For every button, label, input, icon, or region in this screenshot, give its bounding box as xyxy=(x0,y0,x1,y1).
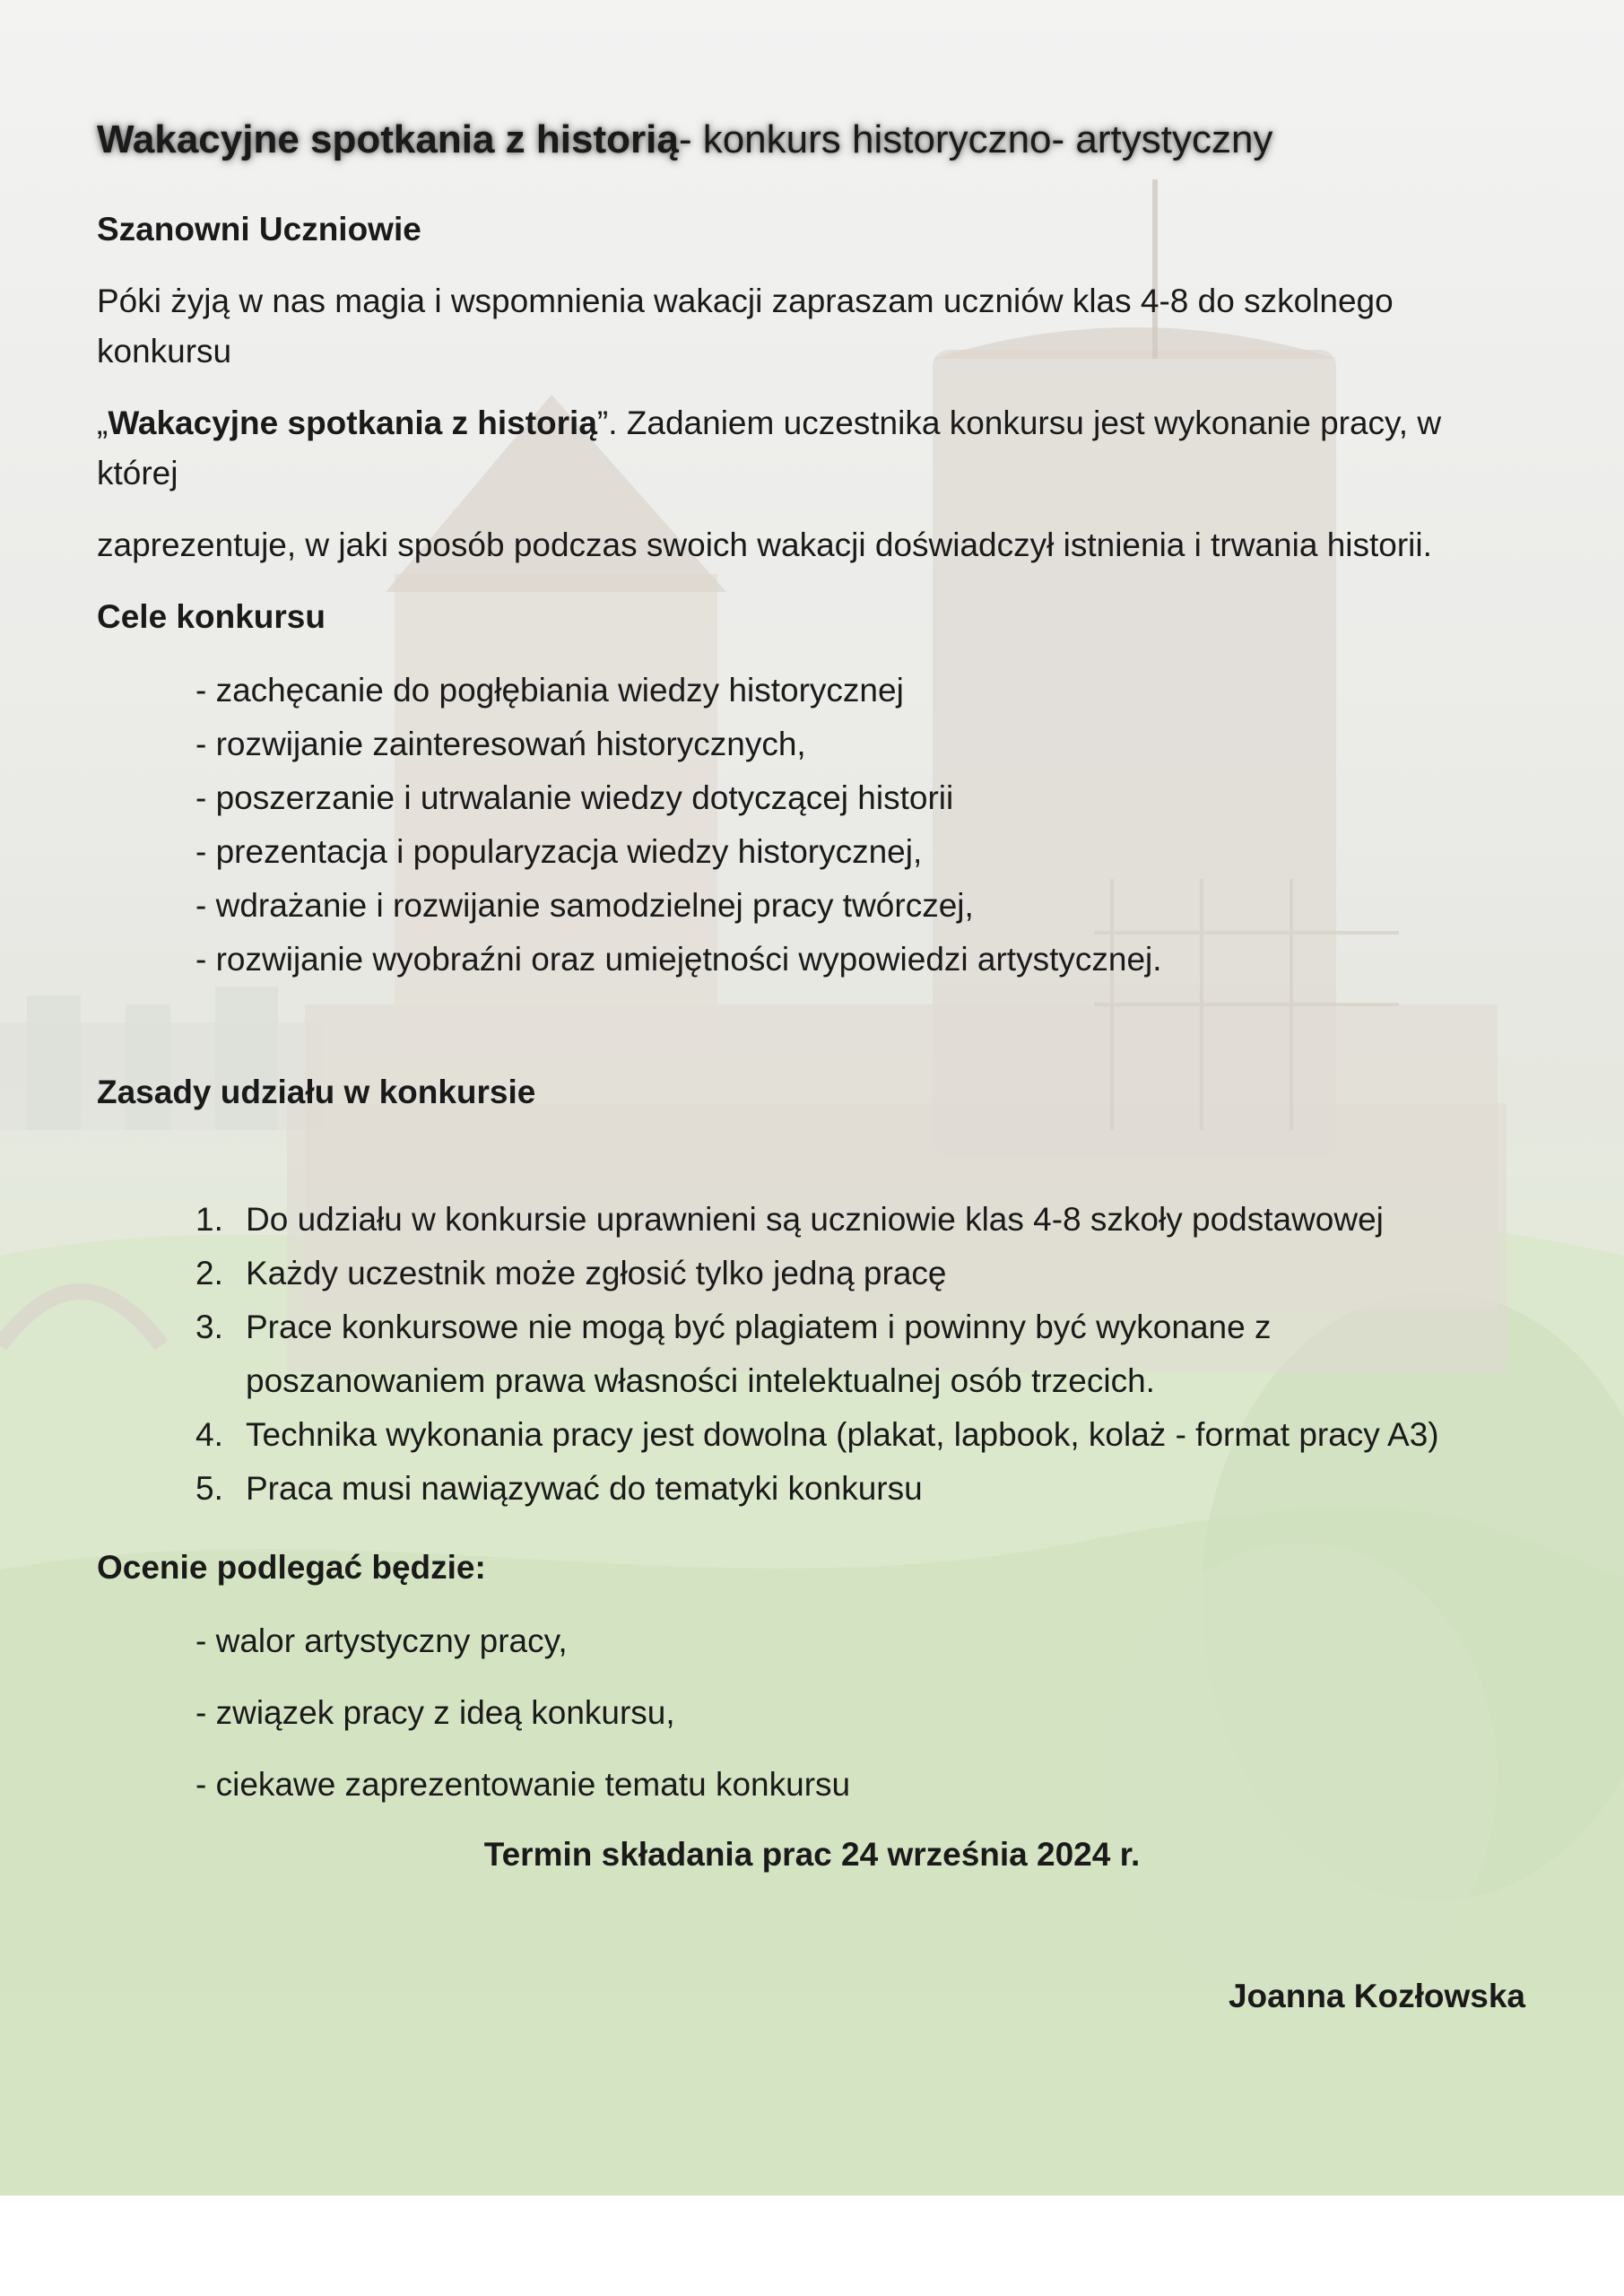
evaluation-item: - walor artystyczny pracy, xyxy=(195,1622,568,1659)
task-line-3: zaprezentuje, w jaki sposób podczas swoich wakacji doświadczył istnienia i trwania historii. xyxy=(97,526,1432,563)
goal-item: - rozwijanie zainteresowań historycznych, xyxy=(195,726,806,762)
rule-item xyxy=(195,1462,1591,1516)
title-subtitle-part: - konkurs historyczno- artystyczny xyxy=(678,117,1273,161)
rule-text: Technika wykonania pracy jest dowolna (plakat, lapbook, kolaż - format pracy A3) xyxy=(246,1416,1439,1453)
quote-open: „ xyxy=(97,404,109,441)
rule-number: 5. xyxy=(195,1470,223,1507)
evaluation-heading: Ocenie podlegać będzie: xyxy=(97,1549,486,1586)
rule-text: Praca musi nawiązywać do tematyki konkursu xyxy=(246,1470,923,1507)
goal-item: - prezentacja i popularyzacja wiedzy historycznej, xyxy=(195,833,923,870)
evaluation-item: - związek pracy z ideą konkursu, xyxy=(195,1694,675,1731)
rule-text: Do udziału w konkursie uprawnieni są uczniowie klas 4-8 szkoły podstawowej xyxy=(246,1201,1384,1238)
title-bold-part: Wakacyjne spotkania z historią xyxy=(97,117,679,161)
goals-list xyxy=(195,664,1162,987)
goal-item: - poszerzanie i utrwalanie wiedzy dotyczącej historii xyxy=(195,779,954,816)
rule-number: 2. xyxy=(195,1255,223,1292)
task-line-2: której xyxy=(97,455,178,491)
goal-item: - zachęcanie do pogłębiania wiedzy historycznej xyxy=(195,672,904,709)
rule-item xyxy=(195,1300,1349,1408)
rule-number: 3. xyxy=(195,1309,223,1345)
rules-heading: Zasady udziału w konkursie xyxy=(97,1074,536,1110)
deadline-text: Termin składania prac 24 września 2024 r. xyxy=(483,1836,1141,1873)
goals-heading: Cele konkursu xyxy=(97,598,326,635)
task-line-1 xyxy=(97,398,1532,448)
contest-name-bold: Wakacyjne spotkania z historią xyxy=(108,404,597,441)
rule-text: Każdy uczestnik może zgłosić tylko jedną pracę xyxy=(246,1255,947,1292)
rule-number: 1. xyxy=(195,1201,223,1238)
rule-item xyxy=(195,1193,1591,1247)
evaluation-item: - ciekawe zaprezentowanie tematu konkursu xyxy=(195,1766,851,1803)
rule-item xyxy=(195,1247,1591,1300)
goal-item: - rozwijanie wyobraźni oraz umiejętności wypowiedzi artystycznej. xyxy=(195,941,1162,978)
rule-number: 4. xyxy=(195,1416,223,1453)
greeting-heading: Szanowni Uczniowie xyxy=(97,211,421,248)
rules-list xyxy=(195,1193,1591,1516)
rule-item xyxy=(195,1408,1591,1462)
evaluation-list xyxy=(195,1605,850,1821)
document-title xyxy=(97,115,1272,165)
goal-item: - wdrażanie i rozwijanie samodzielnej pracy twórczej, xyxy=(195,887,974,924)
author-signature: Joanna Kozłowska xyxy=(1228,1978,1525,2014)
task-text: ”. Zadaniem uczestnika konkursu jest wykonanie pracy, w xyxy=(596,404,1442,441)
rule-text: Prace konkursowe nie mogą być plagiatem i powinny być wykonane z poszanowaniem prawa własności intelektualnej osób trzecich. xyxy=(246,1309,1272,1399)
intro-line-2: konkursu xyxy=(97,333,232,370)
intro-line-1: Póki żyją w nas magia i wspomnienia wakacji zapraszam uczniów klas 4-8 do szkolnego xyxy=(97,283,1394,319)
